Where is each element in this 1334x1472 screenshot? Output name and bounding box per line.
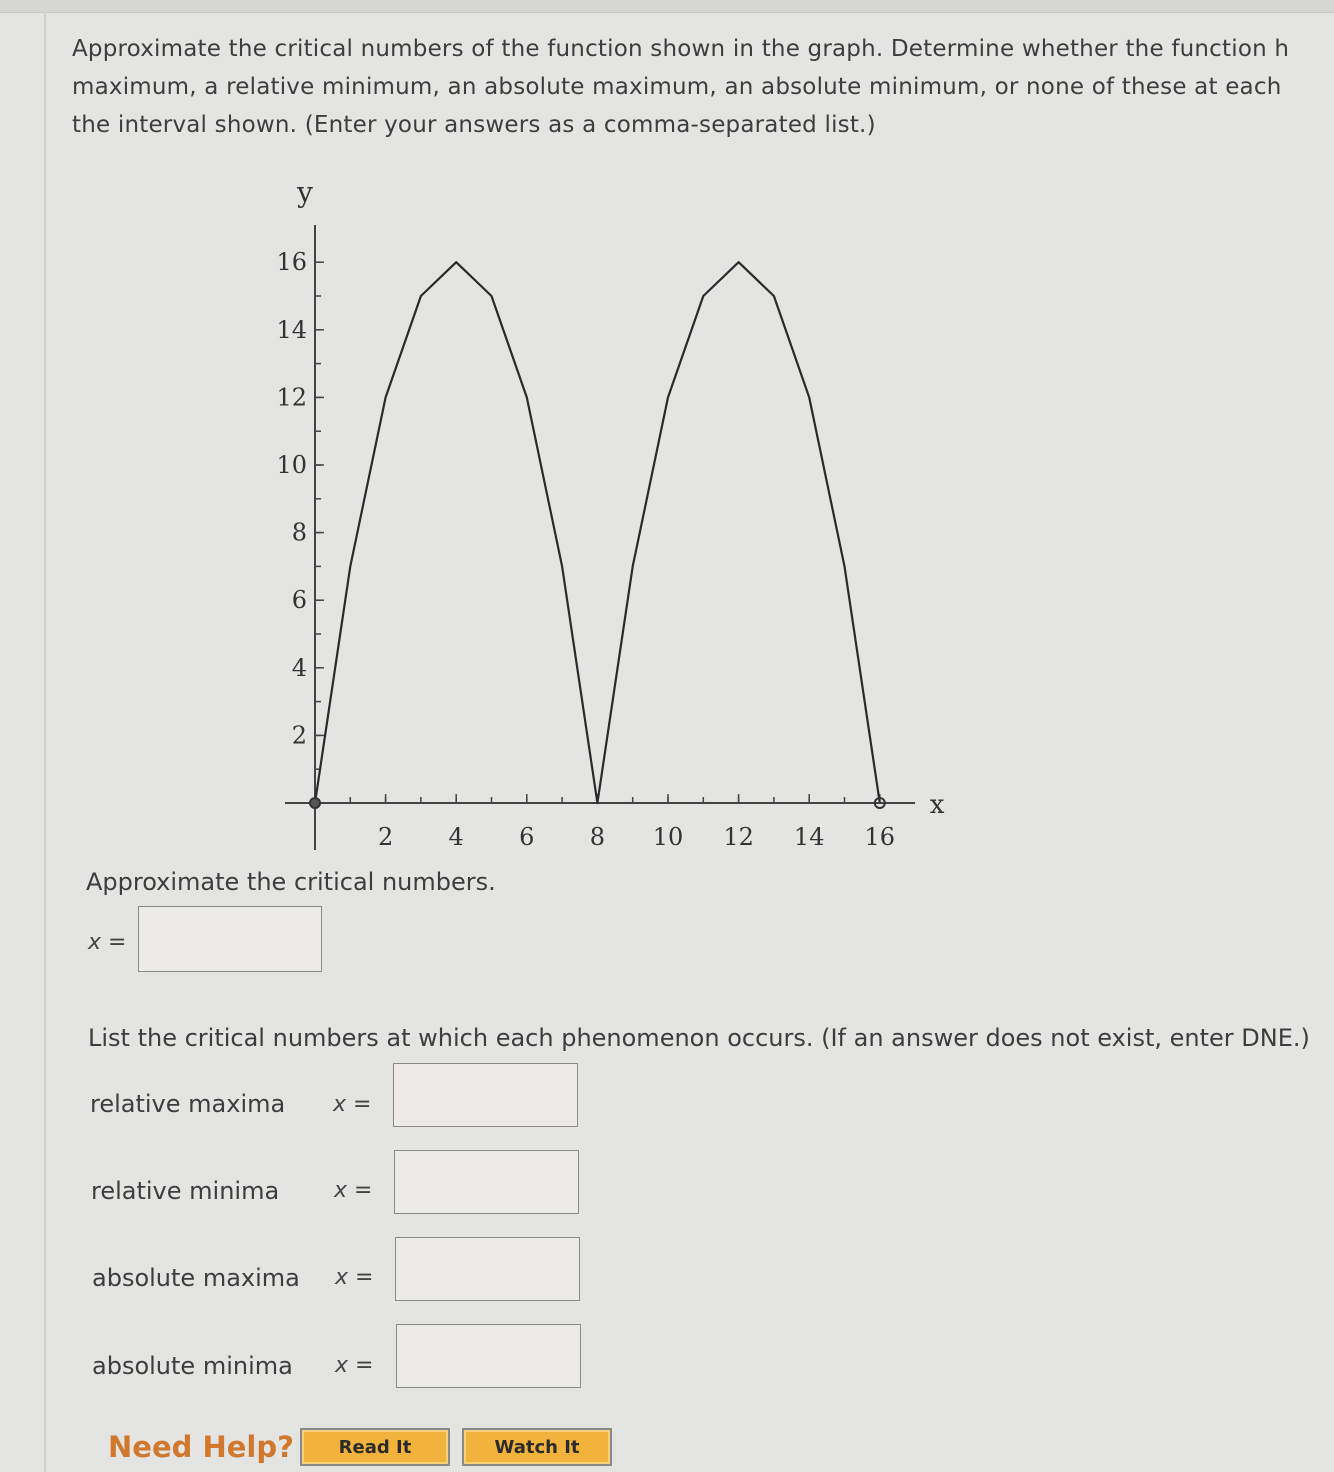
x-axis-label: x xyxy=(929,790,945,820)
x-tick-label: 4 xyxy=(448,823,464,851)
y-tick-label: 16 xyxy=(276,248,307,277)
absolute-maxima-x-label: x = xyxy=(335,1265,374,1290)
relative-maxima-input[interactable] xyxy=(393,1063,578,1127)
y-tick-label: 10 xyxy=(276,451,307,479)
absolute-maxima-label: absolute maxima xyxy=(92,1264,300,1292)
question-text: Approximate the critical numbers of the function shown in the graph. Determine whether the function h maximum, a relative minimum, an absolute maximum, an absolute minimum, or none of these at each the interval shown. (Enter your answers as a comma-separated list.) xyxy=(72,36,1290,138)
need-help-label: Need Help? xyxy=(108,1430,294,1464)
watch-it-button[interactable]: Watch It xyxy=(462,1428,612,1466)
left-divider xyxy=(44,12,46,1472)
relative-maxima-label: relative maxima xyxy=(90,1090,286,1118)
top-divider xyxy=(0,0,1334,13)
endpoint-marker xyxy=(310,798,320,808)
phenomena-prompt: List the critical numbers at which each phenomenon occurs. (If an answer does not exist, enter DNE.) xyxy=(88,1024,1310,1052)
y-tick-label: 12 xyxy=(276,383,307,412)
read-it-button[interactable]: Read It xyxy=(300,1428,450,1466)
x-tick-label: 16 xyxy=(864,823,896,851)
function-curve xyxy=(315,262,880,803)
function-graph xyxy=(250,160,950,860)
critical-numbers-prompt: Approximate the critical numbers. xyxy=(86,868,496,896)
x-tick-label: 8 xyxy=(589,823,606,851)
critical-numbers-input[interactable] xyxy=(138,906,322,972)
x-tick-label: 2 xyxy=(377,823,394,851)
x-tick-label: 6 xyxy=(519,823,535,851)
x-tick-label: 10 xyxy=(652,823,684,851)
y-tick-label: 8 xyxy=(291,518,307,547)
y-tick-label: 6 xyxy=(291,586,307,615)
y-tick-label: 2 xyxy=(291,721,307,750)
absolute-minima-input[interactable] xyxy=(396,1324,581,1388)
critical-x-label: x = xyxy=(88,930,127,955)
relative-maxima-x-label: x = xyxy=(333,1092,372,1117)
relative-minima-label: relative minima xyxy=(91,1177,280,1205)
relative-minima-input[interactable] xyxy=(394,1150,579,1214)
absolute-minima-x-label: x = xyxy=(335,1353,374,1378)
y-tick-label: 4 xyxy=(291,653,307,682)
absolute-maxima-input[interactable] xyxy=(395,1237,580,1301)
absolute-minima-label: absolute minima xyxy=(92,1352,293,1380)
x-tick-label: 14 xyxy=(793,823,825,851)
y-axis-label: y xyxy=(297,176,313,209)
relative-minima-x-label: x = xyxy=(334,1178,373,1203)
y-tick-label: 14 xyxy=(276,315,307,344)
x-tick-label: 12 xyxy=(723,823,754,851)
